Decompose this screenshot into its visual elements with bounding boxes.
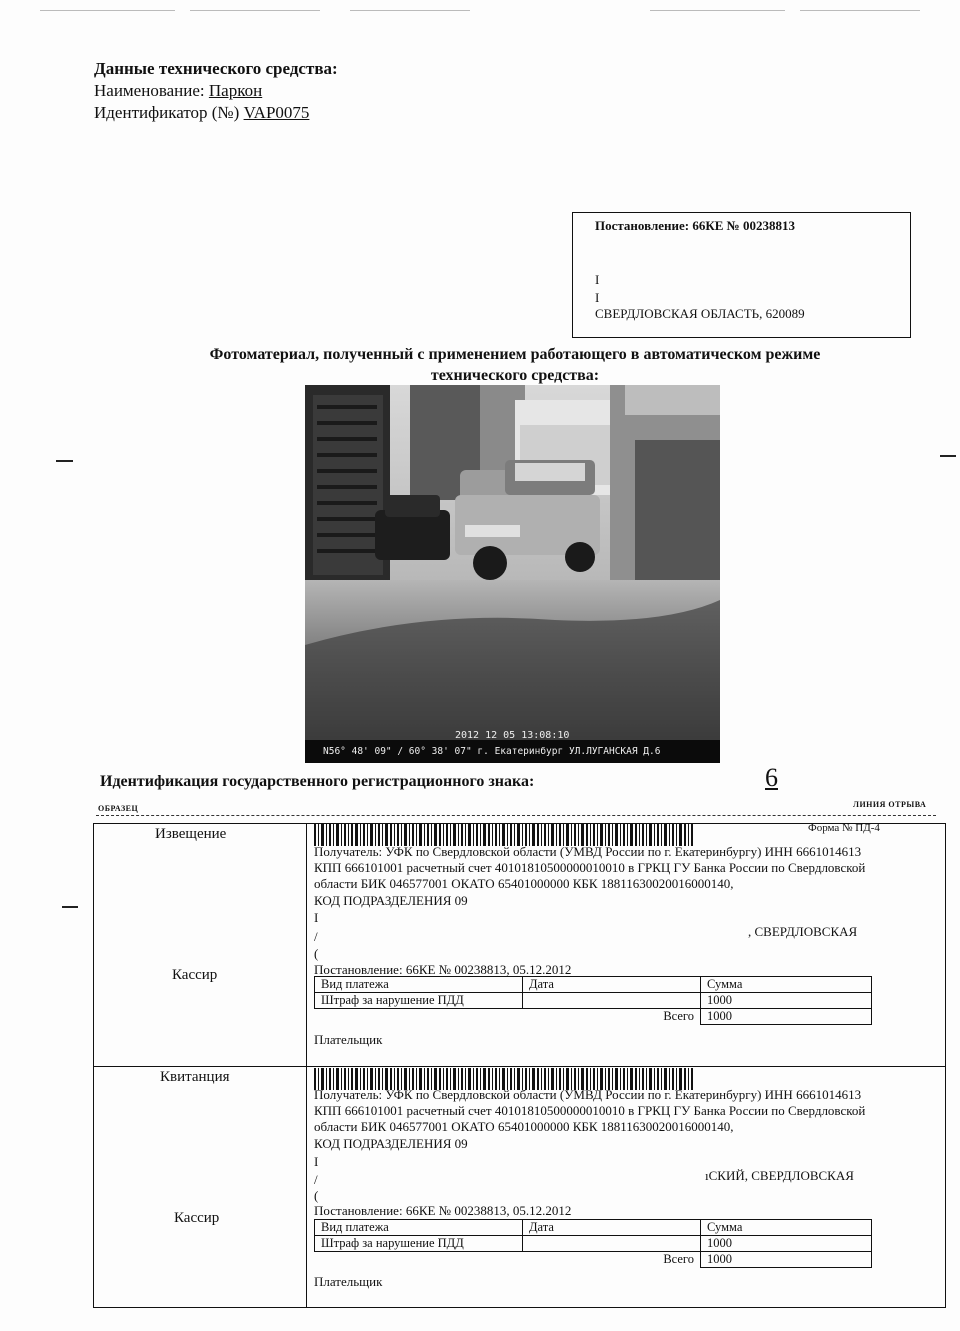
col-header-type: Вид платежа xyxy=(315,1220,523,1236)
notice-payer: Плательщик xyxy=(314,1032,383,1047)
sample-label: ОБРАЗЕЦ xyxy=(98,804,139,813)
redacted-mark: ( xyxy=(314,1188,319,1203)
cell-total-label: Всего xyxy=(315,1009,701,1025)
cell-sum: 1000 xyxy=(701,1236,872,1252)
scan-rule xyxy=(350,10,470,11)
photo-timestamp: 2012 12 05 13:08:10 xyxy=(455,730,570,741)
receipt-recipient-line3: области БИК 046577001 ОКАТО 65401000000 КБК 18811630020016000140, xyxy=(314,1119,734,1134)
cell-total-sum: 1000 xyxy=(701,1252,872,1268)
photo-title-line2: технического средства: xyxy=(430,367,600,384)
col-header-sum: Сумма xyxy=(701,1220,872,1236)
notice-label: Извещение xyxy=(155,826,227,842)
cell-total-label: Всего xyxy=(315,1252,701,1268)
redacted-mark: I xyxy=(595,272,600,287)
table-row xyxy=(315,1236,872,1252)
margin-mark xyxy=(56,460,73,462)
receipt-payer: Плательщик xyxy=(314,1274,383,1289)
table-row xyxy=(315,1252,872,1268)
notice-division: КОД ПОДРАЗДЕЛЕНИЯ 09 xyxy=(314,893,468,908)
cell-total-sum: 1000 xyxy=(701,1009,872,1025)
notice-decree: Постановление: 66КЕ № 00238813, 05.12.2012 xyxy=(314,962,572,977)
photo-title xyxy=(120,344,910,386)
form-number: Форма № ПД-4 xyxy=(808,822,880,834)
receipt-label: Квитанция xyxy=(160,1069,230,1085)
notice-recipient-line1: Получатель: УФК по Свердловской области (УМВД России по г. Екатеринбургу) ИНН 6661014613 xyxy=(314,844,862,859)
redacted-mark: ( xyxy=(314,946,319,961)
table-row xyxy=(315,1009,872,1025)
receipt-division: КОД ПОДРАЗДЕЛЕНИЯ 09 xyxy=(314,1136,468,1151)
decree-box xyxy=(572,212,911,338)
decree-title: Постановление: 66КЕ № 00238813 xyxy=(595,218,795,233)
redacted-mark: / xyxy=(314,929,318,944)
redacted-mark: I xyxy=(314,1154,319,1169)
cell-type: Штраф за нарушение ПДД xyxy=(315,993,523,1009)
photo-location: N56° 48' 09" / 60° 38' 07" г. Екатеринбург УЛ.ЛУГАНСКАЯ Д.6 xyxy=(323,746,661,757)
device-name-row xyxy=(94,80,338,102)
col-header-date: Дата xyxy=(523,977,701,993)
notice-address: , СВЕРДЛОВСКАЯ xyxy=(748,924,858,939)
decree-region: СВЕРДЛОВСКАЯ ОБЛАСТЬ, 620089 xyxy=(595,306,805,321)
photo-title-line1: Фотоматериал, полученный с применением работающего в автоматическом режиме xyxy=(209,346,821,363)
table-row xyxy=(315,977,872,993)
redacted-mark: I xyxy=(595,290,600,305)
scan-rule xyxy=(650,10,785,11)
receipt-recipient-line1: Получатель: УФК по Свердловской области (УМВД России по г. Екатеринбургу) ИНН 6661014613 xyxy=(314,1087,862,1102)
device-name-label: Наименование: xyxy=(94,81,205,100)
scan-rule xyxy=(40,10,175,11)
scan-rule xyxy=(190,10,320,11)
receipt-decree: Постановление: 66КЕ № 00238813, 05.12.2012 xyxy=(314,1203,572,1218)
cell-date xyxy=(523,1236,701,1252)
device-id-label: Идентификатор (№) xyxy=(94,103,240,122)
cell-date xyxy=(523,993,701,1009)
cell-type: Штраф за нарушение ПДД xyxy=(315,1236,523,1252)
form-divider-horizontal xyxy=(93,1066,946,1067)
redacted-mark: I xyxy=(314,910,319,925)
cell-sum: 1000 xyxy=(701,993,872,1009)
tearline xyxy=(96,815,936,816)
col-header-type: Вид платежа xyxy=(315,977,523,993)
table-row xyxy=(315,993,872,1009)
scan-rule xyxy=(800,10,920,11)
plate-identification-title: Идентификация государственного регистрационного знака: xyxy=(100,773,535,790)
redacted-mark: / xyxy=(314,1172,318,1187)
photo-scene xyxy=(305,385,720,763)
device-name-value: Паркон xyxy=(208,81,263,100)
device-id-row xyxy=(94,102,338,124)
margin-mark xyxy=(62,906,78,908)
notice-recipient-line2: КПП 666101001 расчетный счет 40101810500000010010 в ГРКЦ ГУ Банка России по Свердловской xyxy=(314,860,866,875)
camera-photo xyxy=(305,385,720,763)
notice-payment-table xyxy=(314,976,872,1025)
barcode xyxy=(314,824,694,846)
table-row xyxy=(315,1220,872,1236)
plate-identification-number: 6 xyxy=(765,763,778,792)
notice-recipient-line3: области БИК 046577001 ОКАТО 65401000000 КБК 18811630020016000140, xyxy=(314,876,734,891)
device-info xyxy=(94,58,338,124)
receipt-payment-table xyxy=(314,1219,872,1268)
tearline-label: ЛИНИЯ ОТРЫВА xyxy=(853,800,927,809)
col-header-sum: Сумма xyxy=(701,977,872,993)
notice-cashier-label: Кассир xyxy=(172,967,218,983)
receipt-cashier-label: Кассир xyxy=(174,1210,220,1226)
device-header: Данные технического средства: xyxy=(94,59,338,78)
receipt-address: ıСКИЙ, СВЕРДЛОВСКАЯ xyxy=(705,1168,854,1183)
receipt-recipient-line2: КПП 666101001 расчетный счет 40101810500000010010 в ГРКЦ ГУ Банка России по Свердловской xyxy=(314,1103,866,1118)
margin-mark xyxy=(940,455,956,457)
device-id-value: VAP0075 xyxy=(243,103,310,122)
col-header-date: Дата xyxy=(523,1220,701,1236)
